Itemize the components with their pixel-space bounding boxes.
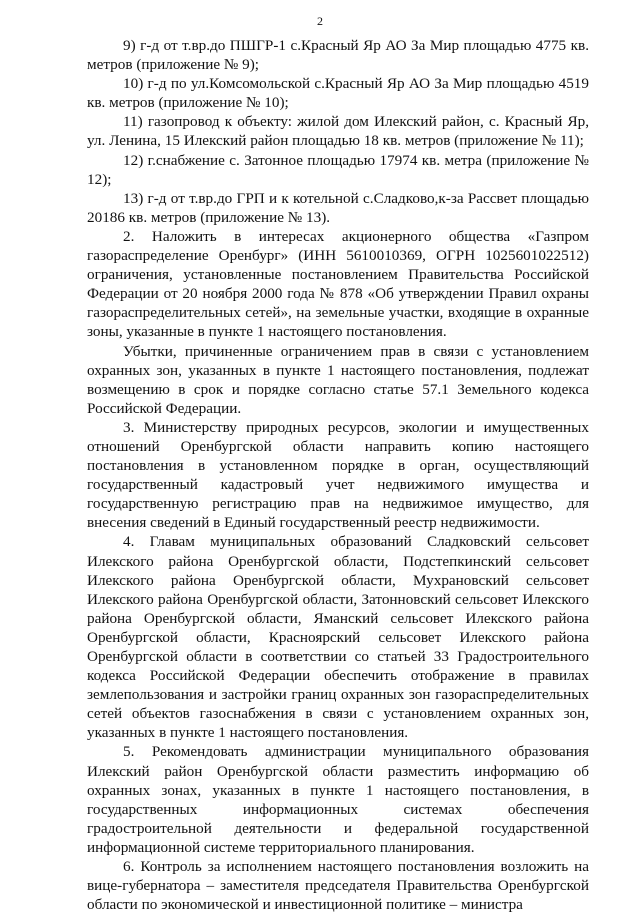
paragraph-item-11: 11) газопровод к объекту: жилой дом Илекский район, с. Красный Яр, ул. Ленина, 15 Илекский район площадью 18 кв. метров (приложение № 11); (87, 113, 589, 150)
paragraph-item-12: 12) г.снабжение с. Затонное площадью 17974 кв. метра (приложение № 12); (87, 151, 589, 188)
paragraph-section-4: 4. Главам муниципальных образований Сладковский сельсовет Илекского района Оренбургской области, Подстепкинский сельсовет Илекского района Оренбургской области, Мухрановский сельсовет Илекского района Оренбургской области, Затонновский сельсовет Илекского района Оренбургской области, Яманский сельсовет Илекского района Оренбургской области, Красноярский сельсовет Илекского района Оренбургской области в соответствии со статьей 33 Градостроительного кодекса Российской Федерации обеспечить отображение в правилах землепользования и застройки границ охранных зон газораспределительных сетей объектов газоснабжения в связи с установлением охранных зон, указанных в пункте 1 настоящего постановления. (87, 533, 589, 742)
page-number: 2 (317, 14, 323, 28)
paragraph-section-6: 6. Контроль за исполнением настоящего постановления возложить на вице-губернатора – заместителя председателя Правительства Оренбургской области по экономической и инвестиционной политике – министра (87, 858, 589, 914)
paragraph-section-3: 3. Министерству природных ресурсов, экологии и имущественных отношений Оренбургской области направить копию настоящего постановления в установленном порядке в орган, осуществляющий государственный кадастровый учет недвижимого имущества и государственную регистрацию прав на недвижимое имущество, для внесения сведений в Единый государственный реестр недвижимости. (87, 418, 589, 532)
paragraph-item-9: 9) г-д от т.вр.до ПШГР-1 с.Красный Яр АО За Мир площадью 4775 кв. метров (приложение № 9); (87, 37, 589, 74)
paragraph-damages: Убытки, причиненные ограничением прав в связи с установлением охранных зон, указанных в пункте 1 настоящего постановления, подлежат возмещению в срок и порядке согласно статье 57.1 Земельного кодекса Российской Федерации. (87, 342, 589, 417)
paragraph-item-10: 10) г-д по ул.Комсомольской с.Красный Яр АО За Мир площадью 4519 кв. метров (приложение № 10); (87, 75, 589, 112)
paragraph-item-13: 13) г-д от т.вр.до ГРП и к котельной с.Сладково,к-за Рассвет площадью 20186 кв. метров (приложение № 13). (87, 189, 589, 226)
document-body (87, 36, 589, 914)
paragraph-section-5: 5. Рекомендовать администрации муниципального образования Илекский район Оренбургской области разместить информацию об охранных зонах, указанных в пункте 1 настоящего постановления, в государственных информационных системах обеспечения градостроительной деятельности и федеральной государственной информационной системе территориального планирования. (87, 743, 589, 856)
paragraph-section-2: 2. Наложить в интересах акционерного общества «Газпром газораспределение Оренбург» (ИНН 5610010369, ОГРН 1025601022512) ограничения, установленные постановлением Правительства Российской Федерации от 20 ноября 2000 года № 878 «Об утверждении Правил охраны газораспределительных сетей», на земельные участки, входящие в охранные зоны, указанные в пункте 1 настоящего постановления. (87, 227, 589, 341)
